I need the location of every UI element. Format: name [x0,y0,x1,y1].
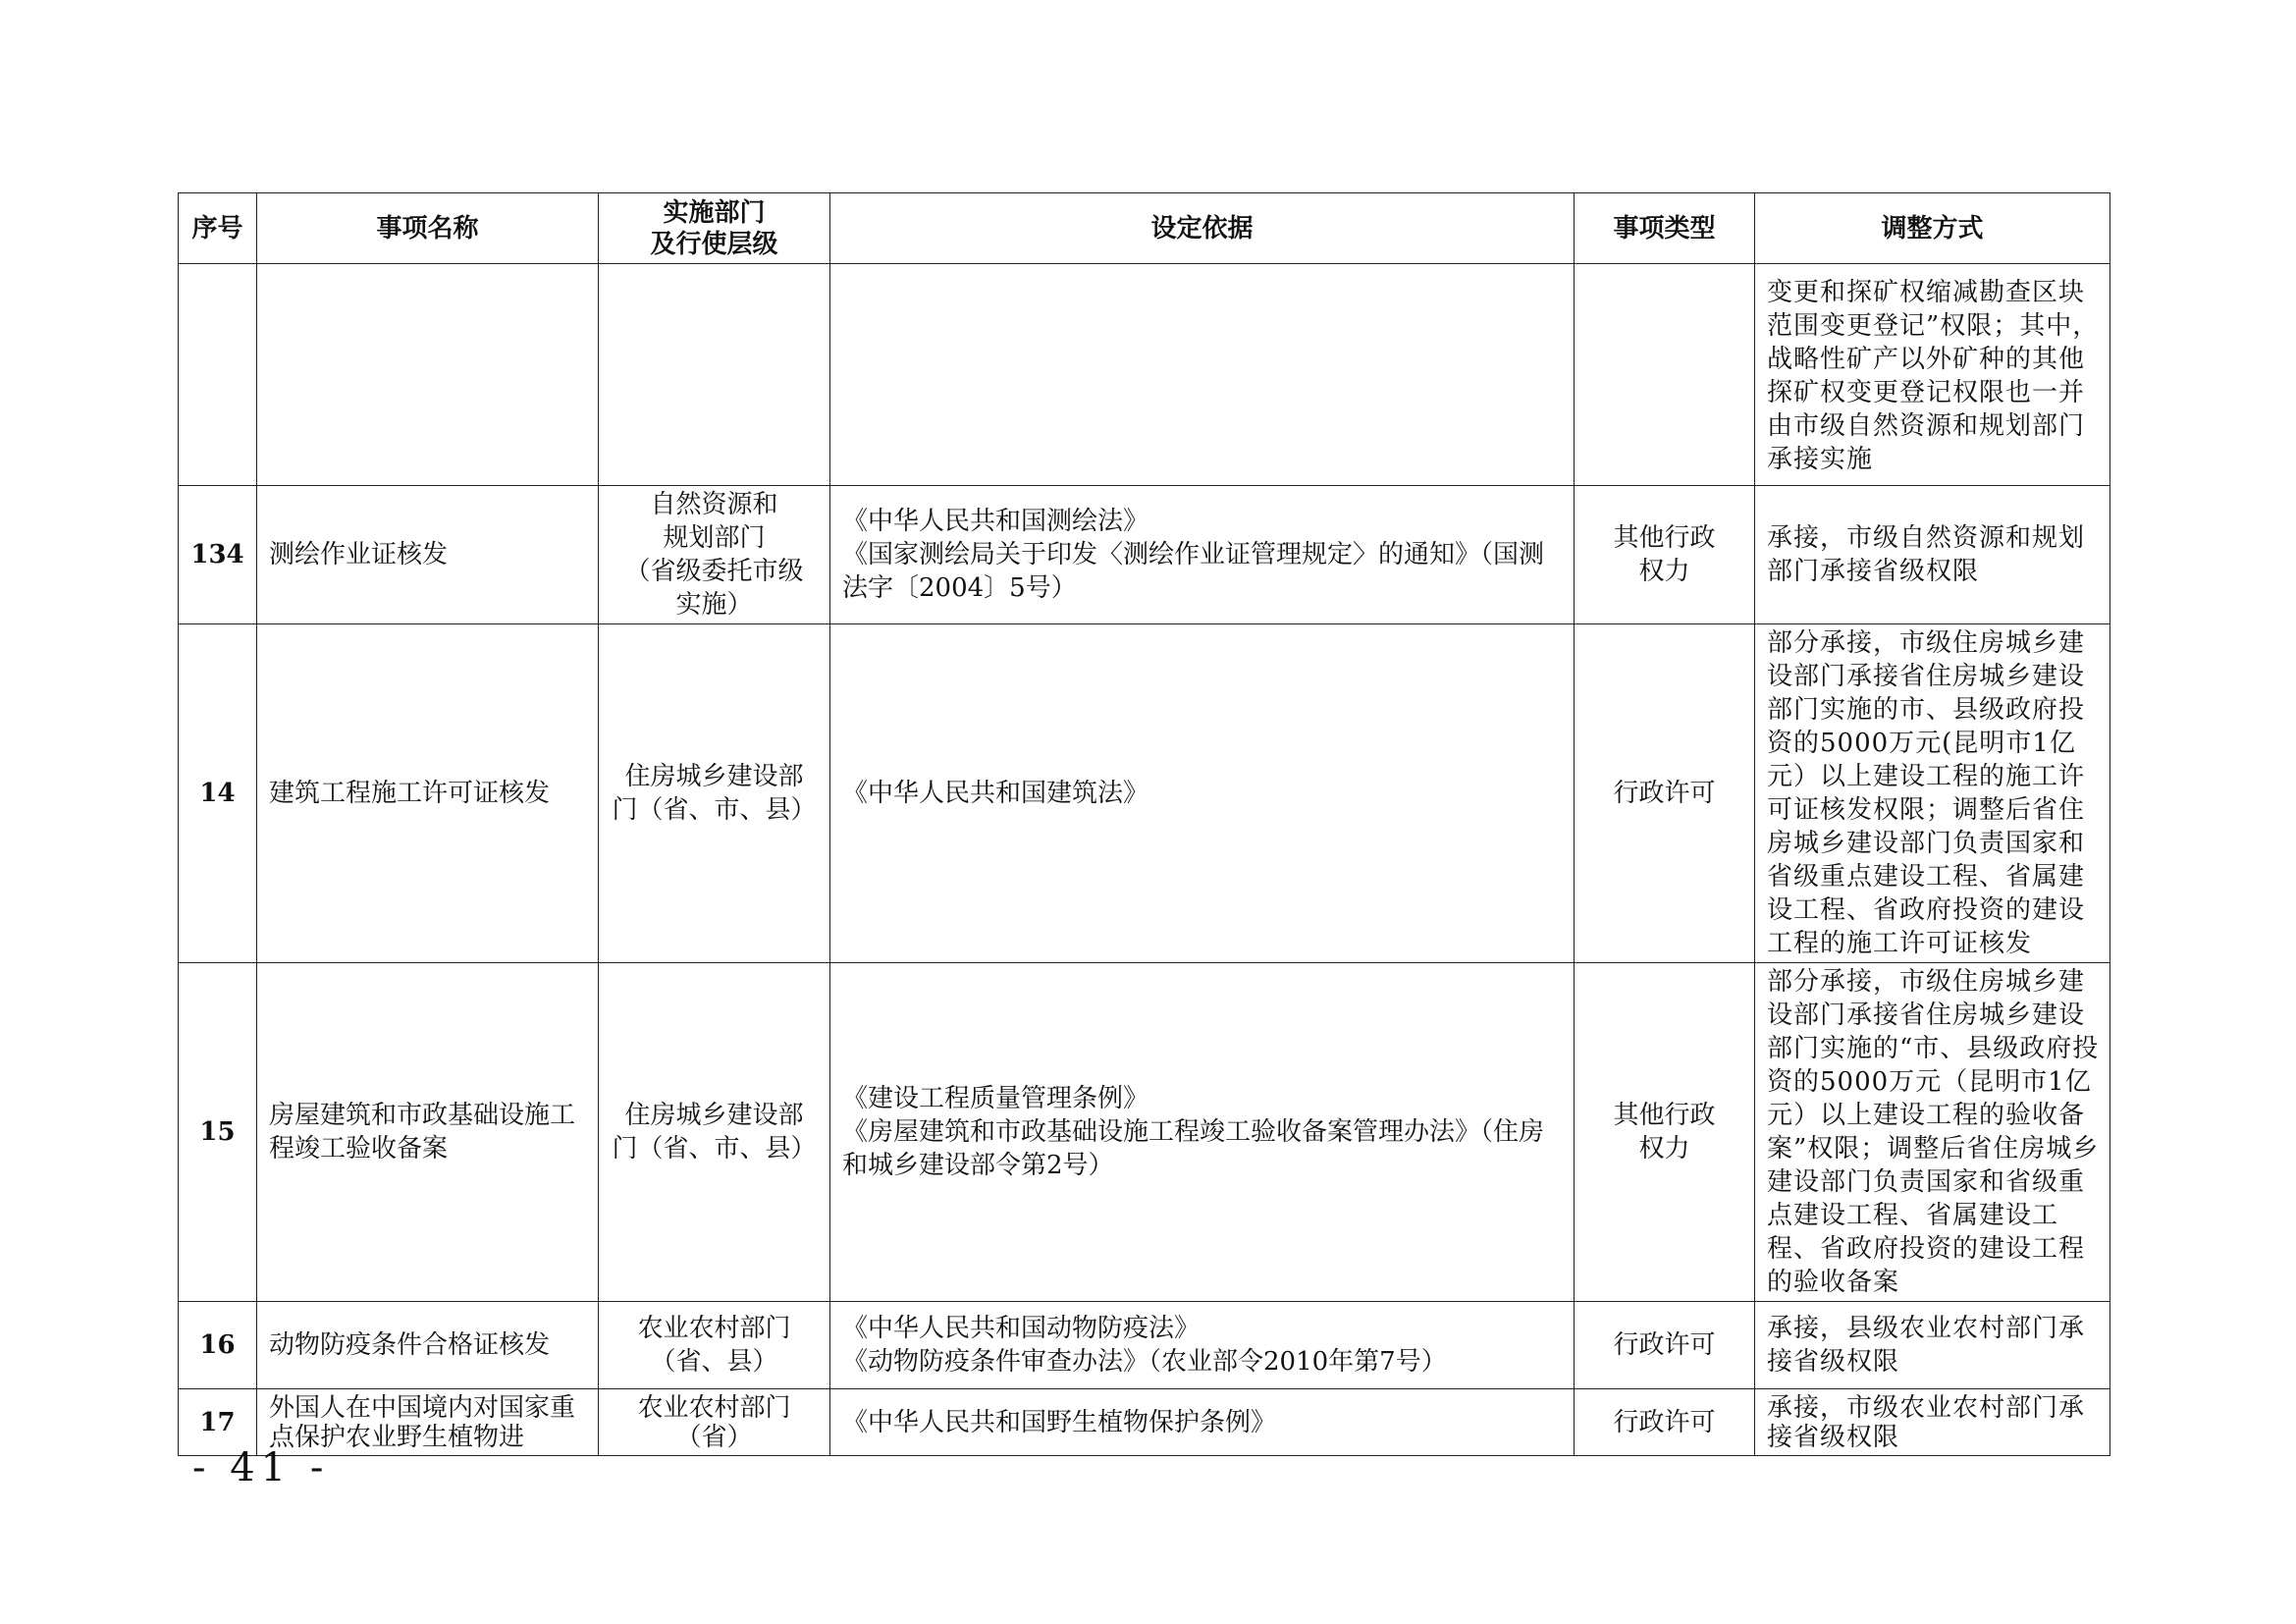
cell-legal-basis: 《中华人民共和国测绘法》 《国家测绘局关于印发〈测绘作业证管理规定〉的通知》（国测法字〔2004〕5号） [830,486,1575,624]
cell-serial: 16 [179,1302,257,1389]
header-adjustment: 调整方式 [1755,193,2110,264]
cell-item-name: 建筑工程施工许可证核发 [257,624,599,963]
table-row [179,624,2110,963]
document-table-container [178,192,2109,1456]
cell-legal-basis: 《中华人民共和国野生植物保护条例》 [830,1389,1575,1456]
cell-legal-basis: 《中华人民共和国建筑法》 [830,624,1575,963]
header-item-type: 事项类型 [1575,193,1755,264]
cell-item-type [1575,264,1755,486]
cell-department: 住房城乡建设部 门（省、市、县） [599,963,830,1302]
cell-serial: 17 [179,1389,257,1456]
table-row [179,1389,2110,1456]
cell-adjustment: 部分承接，市级住房城乡建设部门承接省住房城乡建设部门实施的“市、县级政府投资的5000万元（昆明市1亿元）以上建设工程的验收备案”权限；调整后省住房城乡建设部门负责国家和省级重点建设工程、省属建设工程、省政府投资的建设工程的验收备案 [1755,963,2110,1302]
cell-serial: 14 [179,624,257,963]
cell-item-type: 行政许可 [1575,624,1755,963]
cell-serial: 15 [179,963,257,1302]
cell-item-type: 其他行政 权力 [1575,963,1755,1302]
cell-serial: 134 [179,486,257,624]
cell-item-name [257,264,599,486]
header-department: 实施部门 及行使层级 [599,193,830,264]
table-row [179,1302,2110,1389]
cell-item-name: 测绘作业证核发 [257,486,599,624]
cell-item-name: 房屋建筑和市政基础设施工程竣工验收备案 [257,963,599,1302]
cell-legal-basis [830,264,1575,486]
header-legal-basis: 设定依据 [830,193,1575,264]
cell-adjustment: 部分承接，市级住房城乡建设部门承接省住房城乡建设部门实施的市、县级政府投资的5000万元(昆明市1亿元）以上建设工程的施工许可证核发权限；调整后省住房城乡建设部门负责国家和省级重点建设工程、省属建设工程、省政府投资的建设工程的施工许可证核发 [1755,624,2110,963]
table-row [179,486,2110,624]
cell-department: 住房城乡建设部 门（省、市、县） [599,624,830,963]
cell-item-name: 外国人在中国境内对国家重点保护农业野生植物进 [257,1389,599,1456]
cell-item-type: 其他行政 权力 [1575,486,1755,624]
cell-item-name: 动物防疫条件合格证核发 [257,1302,599,1389]
cell-department: 自然资源和 规划部门 （省级委托市级 实施） [599,486,830,624]
header-serial: 序号 [179,193,257,264]
cell-adjustment: 变更和探矿权缩减勘查区块范围变更登记”权限；其中，战略性矿产以外矿种的其他探矿权变更登记权限也一并由市级自然资源和规划部门承接实施 [1755,264,2110,486]
table-header-row [179,193,2110,264]
cell-serial [179,264,257,486]
cell-item-type: 行政许可 [1575,1389,1755,1456]
cell-item-type: 行政许可 [1575,1302,1755,1389]
header-item-name: 事项名称 [257,193,599,264]
cell-adjustment: 承接，市级农业农村部门承接省级权限 [1755,1389,2110,1456]
cell-legal-basis: 《中华人民共和国动物防疫法》 《动物防疫条件审查办法》（农业部令2010年第7号） [830,1302,1575,1389]
adjustment-table [178,192,2110,1456]
cell-legal-basis: 《建设工程质量管理条例》 《房屋建筑和市政基础设施工程竣工验收备案管理办法》（住房和城乡建设部令第2号） [830,963,1575,1302]
cell-department: 农业农村部门 （省、县） [599,1302,830,1389]
page-number: - 41 - [192,1445,330,1490]
table-row [179,963,2110,1302]
cell-department: 农业农村部门 （省） [599,1389,830,1456]
cell-department [599,264,830,486]
cell-adjustment: 承接，市级自然资源和规划部门承接省级权限 [1755,486,2110,624]
cell-adjustment: 承接，县级农业农村部门承接省级权限 [1755,1302,2110,1389]
table-row [179,264,2110,486]
